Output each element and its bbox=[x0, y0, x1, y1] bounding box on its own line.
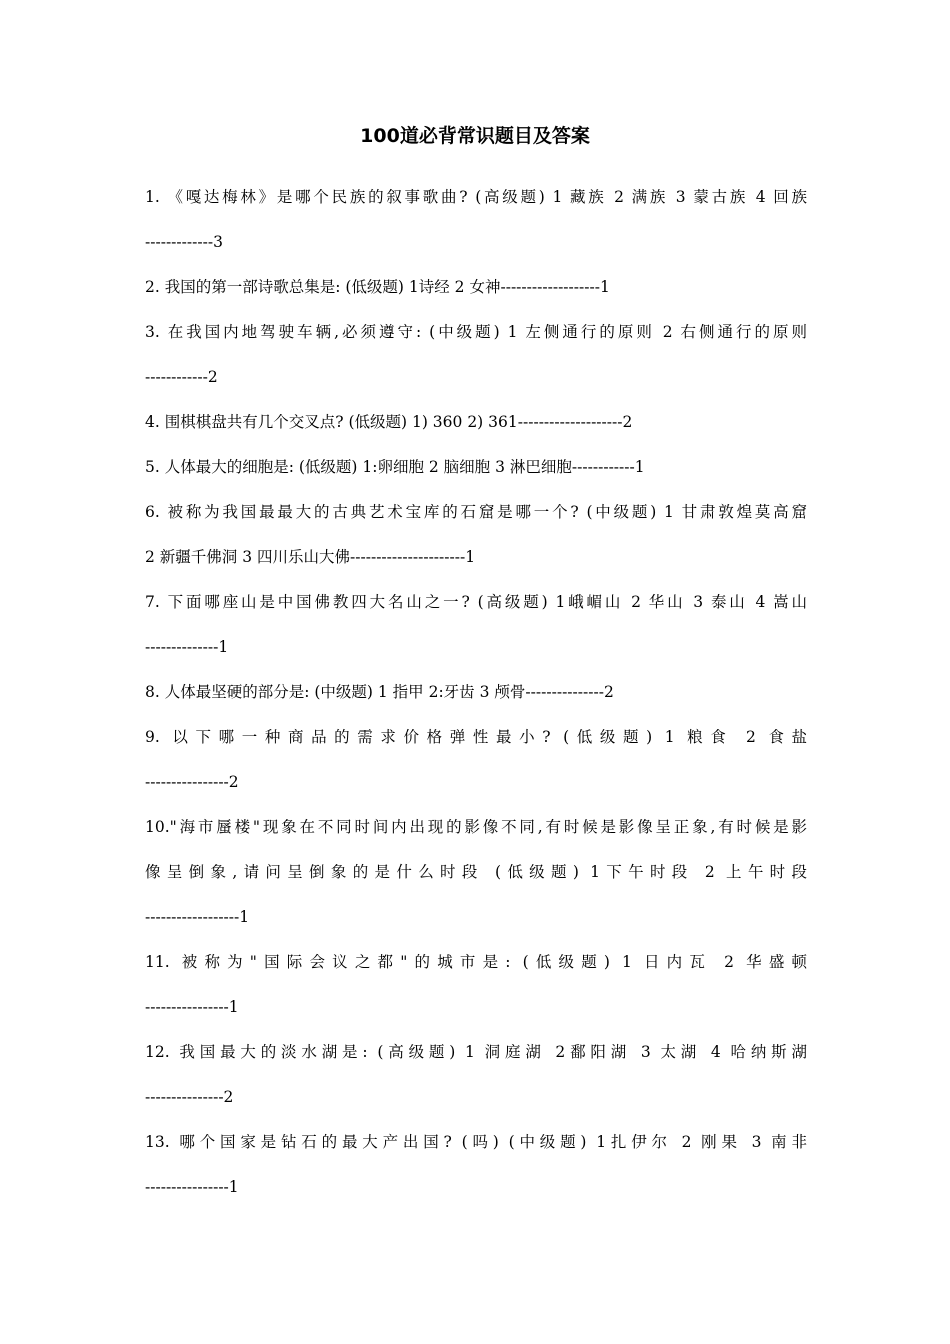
text-line: ----------------1 bbox=[145, 1178, 239, 1196]
text-line: ----------------1 bbox=[145, 998, 239, 1016]
text-line: 4. 围棋棋盘共有几个交叉点? (低级题) 1) 360 2) 361--------------------2 bbox=[145, 413, 633, 431]
text-line: 9. 以下哪一种商品的需求价格弹性最小? (低级题) 1 粮食 2 食盐 bbox=[145, 728, 807, 746]
text-line: 6. 被称为我国最最大的古典艺术宝库的石窟是哪一个? (中级题) 1 甘肃敦煌莫高窟 bbox=[145, 503, 807, 521]
text-line: 5. 人体最大的细胞是: (低级题) 1:卵细胞 2 脑细胞 3 淋巴细胞------------1 bbox=[145, 458, 645, 476]
question-list bbox=[145, 186, 807, 1221]
text-line: 7. 下面哪座山是中国佛教四大名山之一? (高级题) 1峨嵋山 2 华山 3 泰山 4 嵩山 bbox=[145, 593, 807, 611]
text-line: 1. 《嘎达梅林》是哪个民族的叙事歌曲? (高级题) 1 藏族 2 满族 3 蒙古族 4 回族 bbox=[145, 188, 807, 206]
text-line: 3. 在我国内地驾驶车辆,必须遵守: (中级题) 1 左侧通行的原则 2 右侧通行的原则 bbox=[145, 323, 807, 341]
text-line: 2. 我国的第一部诗歌总集是: (低级题) 1诗经 2 女神-------------------1 bbox=[145, 278, 610, 296]
text-line: 2 新疆千佛洞 3 四川乐山大佛----------------------1 bbox=[145, 548, 476, 566]
text-line: 像呈倒象,请问呈倒象的是什么时段 (低级题) 1下午时段 2 上午时段 bbox=[145, 863, 807, 881]
text-line: 8. 人体最坚硬的部分是: (中级题) 1 指甲 2:牙齿 3 颅骨---------------2 bbox=[145, 683, 614, 701]
text-line: 12. 我国最大的淡水湖是: (高级题) 1 洞庭湖 2鄱阳湖 3 太湖 4 哈纳斯湖 bbox=[145, 1043, 807, 1061]
text-line: 11. 被称为"国际会议之都"的城市是: (低级题) 1 日内瓦 2 华盛顿 bbox=[145, 953, 807, 971]
text-line: 10."海市蜃楼"现象在不同时间内出现的影像不同,有时候是影像呈正象,有时候是影 bbox=[145, 818, 807, 836]
document-title: 100道必背常识题目及答案 bbox=[360, 125, 590, 147]
text-line: -------------3 bbox=[145, 233, 223, 251]
text-line: ----------------2 bbox=[145, 773, 239, 791]
text-line: --------------1 bbox=[145, 638, 229, 656]
text-line: ------------------1 bbox=[145, 908, 250, 926]
text-line: ---------------2 bbox=[145, 1088, 234, 1106]
text-line: ------------2 bbox=[145, 368, 218, 386]
text-line: 13. 哪个国家是钻石的最大产出国? (吗) (中级题) 1扎伊尔 2 刚果 3 南非 bbox=[145, 1133, 807, 1151]
